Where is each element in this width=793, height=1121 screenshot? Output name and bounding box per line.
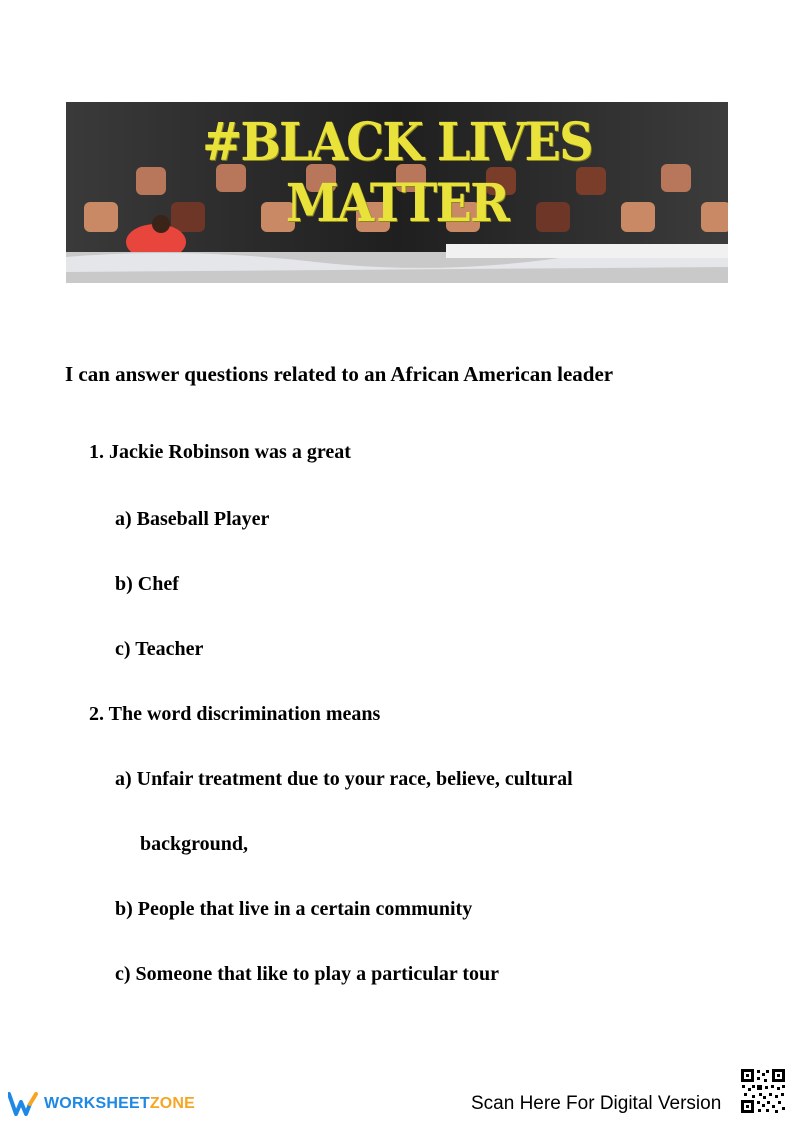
worksheet-zone-logo[interactable] [8,1092,195,1116]
banner-title: #BLACK LIVES MATTER [202,112,592,234]
question-2 [89,703,380,726]
option-letter: b) [115,573,133,595]
option-text: People that live in a certain community [137,898,473,920]
option-text: Baseball Player [136,508,270,530]
logo-text [44,1095,195,1113]
question-1-option-a [115,508,269,531]
question-1 [89,441,351,464]
option-letter: a) [115,508,132,530]
question-2-option-c [115,963,499,986]
question-2-option-b [115,898,472,921]
question-1-option-b [115,573,179,596]
question-2-number: 2. [89,703,104,725]
option-text: Teacher [135,638,204,660]
option-letter: c) [115,638,131,660]
worksheet-heading: I can answer questions related to an African American leader [65,362,614,386]
option-letter: c) [115,963,131,985]
question-1-text: Jackie Robinson was a great [109,441,351,463]
question-2-option-a [115,768,573,791]
logo-word-zone: ZONE [149,1095,196,1112]
banner-image [66,102,728,283]
question-1-option-c [115,638,203,661]
option-letter: b) [115,898,133,920]
logo-word-worksheet: WORKSHEET [44,1095,150,1112]
option-text: Unfair treatment due to your race, believe, cultural [136,768,573,790]
option-text: Someone that like to play a particular tour [135,963,500,985]
worksheet-zone-logo-icon [8,1092,38,1116]
question-1-number: 1. [89,441,104,463]
question-2-option-a-continuation: background, [140,833,249,855]
option-letter: a) [115,768,132,790]
scan-here-text: Scan Here For Digital Version [471,1093,722,1114]
qr-code-icon[interactable] [740,1068,786,1114]
question-2-text: The word discrimination means [108,703,381,725]
option-text: Chef [137,573,179,595]
